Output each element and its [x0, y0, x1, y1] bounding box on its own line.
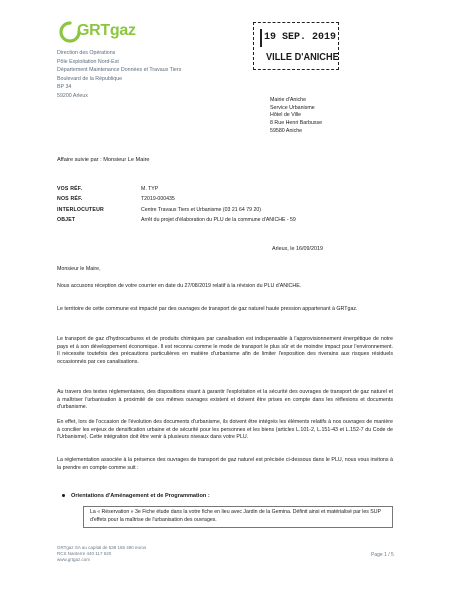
- footer-line: RCS Nanterre 440 117 620: [57, 551, 112, 556]
- paragraph-2: [57, 306, 393, 314]
- paragraph-1: [57, 283, 393, 291]
- page-number: Page 1 / 5: [371, 552, 394, 558]
- stamp-city: VILLE D'ANICHE: [266, 52, 339, 63]
- recipient-line: Hôtel de Ville: [270, 112, 302, 119]
- sender-address: [57, 49, 181, 101]
- sender-line: Direction des Opérations: [57, 50, 116, 56]
- affaire-line: Affaire suivie par : Monsieur Le Maire: [57, 157, 150, 163]
- ref-label: INTERLOCUTEUR: [57, 206, 104, 213]
- bullet-box: [83, 506, 393, 528]
- salutation-text: Monsieur le Maire,: [57, 266, 101, 272]
- sender-line: Pôle Exploitation Nord-Est: [57, 58, 119, 65]
- recipient-address: [270, 97, 322, 136]
- paragraph-5: [57, 419, 393, 442]
- ref-value: T2019-000435: [141, 196, 175, 203]
- stamp-date: 19 SEP. 2019: [264, 32, 337, 43]
- ref-value: Centre Travaux Tiers et Urbanisme (03 21 64 79 20): [141, 206, 261, 213]
- sender-line: BP 34: [57, 84, 72, 91]
- paragraph-text: Le transport de gaz d'hydrocarbures et de produits chimiques par canalisation est indispensable à l'approvisionnement énergétique de notre pays et à son développement économique. Il est reconnu comme le mode de transport le plus sûr et de moindre impact pour l'environnement. Il nécessite toutefois des précautions particulières en matière d'urbanisme afin de limiter l'exposition des riverains aux risques résiduels occasionnés par ces canalisations.: [57, 336, 393, 366]
- paragraph-6: [57, 457, 393, 472]
- recipient-line: Mairie d'Aniche: [270, 97, 307, 103]
- salutation: [57, 266, 393, 274]
- paragraph-text: Au travers des textes réglementaires, des dispositions visant à garantir l'exploitation et la sécurité des ouvrages de transport de gaz naturel et à maîtriser l'urbanisation à proximité de ces mêmes ouvrages existent et doivent être prises en compte dans les réflexions et documents d'urbanisme.: [57, 389, 393, 411]
- recipient-line: 8 Rue Henri Barbusse: [270, 120, 323, 127]
- paragraph-text: Le territoire de cette commune est impacté par des ouvrages de transport de gaz naturel haute pression appartenant à GRTgaz.: [57, 306, 358, 312]
- sender-line: 59200 Arleux: [57, 92, 88, 99]
- sender-line: Boulevard de la République: [57, 75, 123, 82]
- ref-label: OBJET: [57, 217, 76, 224]
- bullet-heading: [62, 493, 210, 499]
- paragraph-text: La réglementation associée à la présence des ouvrages de transport de gaz naturel est précisée ci-dessous dans le PLU, nous vous invitons à la prendre en compte comme suit :: [57, 457, 393, 471]
- footer-line: GRTgaz SA au capital de 538 165 490 euros: [57, 545, 147, 550]
- recipient-line: 59580 Aniche: [270, 127, 303, 134]
- ref-label: NOS RÉF.: [57, 196, 83, 203]
- date-line: Arleux, le 16/09/2019: [272, 246, 323, 252]
- paragraph-text: Nous accusons réception de votre courrier en date du 27/08/2019 relatif à la révision du PLU d'ANICHE.: [57, 283, 302, 289]
- ref-label: VOS RÉF.: [57, 186, 83, 192]
- bullet-dot-icon: [62, 494, 65, 497]
- logo-text: GRTgaz: [77, 22, 136, 39]
- bullet-box-text: La « Réservation » 3e Fiche étude dans la votre fiche en lieu avec Jardin de la Gemina. Définit ainsi et matérialisé par les SUP d'effets pour la maîtrise de l'urbanisation des ouvrages.: [90, 509, 381, 523]
- paragraph-3: [57, 336, 393, 367]
- sender-line: Département Maintenance Données et Travaux Tiers: [57, 67, 182, 74]
- bullet-heading-text: Orientations d'Aménagement et de Programmation :: [71, 493, 210, 499]
- reception-stamp: [253, 22, 339, 70]
- ref-value: M. TYP: [141, 186, 159, 192]
- footer-line: www.grtgaz.com: [57, 557, 91, 562]
- stamp-mark: [260, 29, 262, 47]
- paragraph-text: En effet, lors de l'occasion de l'évolution des documents d'urbanisme, ils doivent être intégrés les éléments relatifs à nos ouvrages de manière à concilier les enjeux de densification urbaine et de sécurité pour les personnes et les biens (articles L.101-2, L.151-43 et L.152-7 du Code de l'Urbanisme). Cette intégration doit être venir à plusieurs niveaux dans votre PLU.: [57, 419, 393, 441]
- recipient-line: Service Urbanisme: [270, 104, 315, 111]
- grtgaz-logo: [58, 20, 154, 44]
- footer: [57, 545, 146, 563]
- ref-value: Arrêt du projet d'élaboration du PLU de la commune d'ANICHE - 59: [141, 217, 296, 224]
- paragraph-4: [57, 389, 393, 412]
